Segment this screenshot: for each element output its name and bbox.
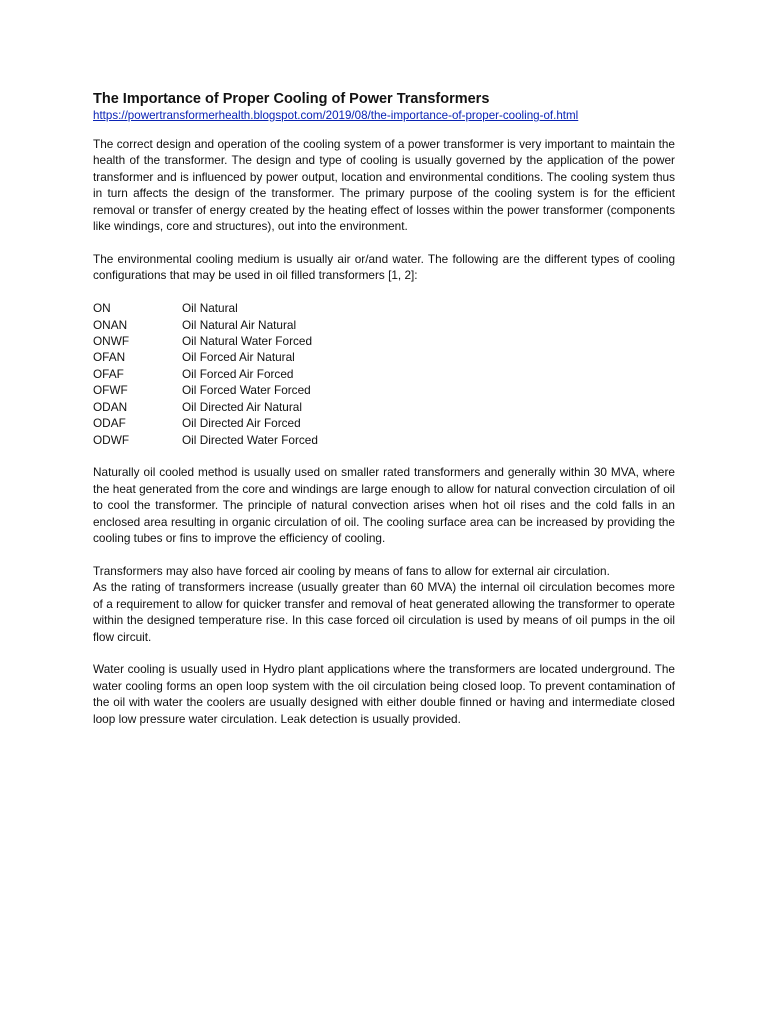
cooling-description: Oil Natural [182, 301, 238, 316]
cooling-description: Oil Forced Air Forced [182, 366, 294, 381]
cooling-description: Oil Forced Air Natural [182, 350, 295, 365]
cooling-code: ODAF [93, 416, 126, 431]
cooling-description: Oil Directed Water Forced [182, 432, 318, 447]
intro-paragraph: The correct design and operation of the cooling system of a power transformer is very important to maintain the health of the transformer. The design and type of cooling is usually governed by the application of the power transformer and is influenced by power output, location and environmental conditions. The cooling system thus in turn affects the design of the transformer. The primary purpose of the cooling system is for the efficient removal or transfer of energy created by the heating effect of losses within the power transformer (components like windings, core and structures), out into the environment. [93, 137, 675, 234]
list-item [93, 432, 675, 448]
cooling-code: OFAN [93, 350, 126, 365]
forced-oil-paragraph: As the rating of transformers increase (usually greater than 60 MVA) the internal oil circulation becomes more of a requirement to allow for quicker transfer and removal of heat generated allowing the transformer to operate within the designed temperature rise. In this case forced oil circulation is used by means of oil pumps in the oil flow circuit. [93, 580, 675, 644]
list-item [93, 399, 675, 415]
cooling-description: Oil Directed Air Natural [182, 399, 302, 414]
document-page [93, 90, 675, 744]
list-item [93, 415, 675, 431]
document-title: The Importance of Proper Cooling of Power Transformers [93, 91, 490, 107]
cooling-code: ONWF [93, 334, 130, 349]
list-item [93, 300, 675, 316]
water-cooling-paragraph: Water cooling is usually used in Hydro plant applications where the transformers are located underground. The water cooling forms an open loop system with the oil circulation being closed loop. To prevent contamination of the oil with water the coolers are usually designed with either double finned or having and intermediate closed loop low pressure water circulation. Leak detection is usually provided. [93, 662, 675, 726]
cooling-description: Oil Directed Air Forced [182, 416, 301, 431]
list-item [93, 366, 675, 382]
cooling-types-list [93, 300, 675, 448]
list-item [93, 382, 675, 398]
cooling-code: ONAN [93, 317, 128, 332]
list-item [93, 349, 675, 365]
forced-air-paragraph: Transformers may also have forced air cooling by means of fans to allow for external air circulation. [93, 563, 610, 578]
cooling-description: Oil Natural Water Forced [182, 334, 313, 349]
natural-cooling-paragraph: Naturally oil cooled method is usually used on smaller rated transformers and generally within 30 MVA, where the heat generated from the core and windings are large enough to allow for natural convection circulation of oil to cool the transformer. The principle of natural convection arises when hot oil rises and the cold falls in an enclosed area resulting in organic circulation of oil. The cooling surface area can be increased by providing the cooling tubes or fins to improve the efficiency of cooling. [93, 465, 675, 546]
cooling-description: Oil Forced Water Forced [182, 383, 311, 398]
cooling-code: ODWF [93, 432, 130, 447]
list-item [93, 333, 675, 349]
list-item [93, 317, 675, 333]
source-link[interactable]: https://powertransformerhealth.blogspot.com/2019/08/the-importance-of-proper-cooling-of.html [93, 109, 579, 122]
cooling-code: ODAN [93, 399, 128, 414]
cooling-medium-paragraph: The environmental cooling medium is usually air or/and water. The following are the different types of cooling configurations that may be used in oil filled transformers [1, 2]: [93, 251, 675, 283]
cooling-description: Oil Natural Air Natural [182, 317, 297, 332]
cooling-code: OFAF [93, 366, 124, 381]
cooling-code: OFWF [93, 383, 128, 398]
cooling-code: ON [93, 301, 111, 316]
